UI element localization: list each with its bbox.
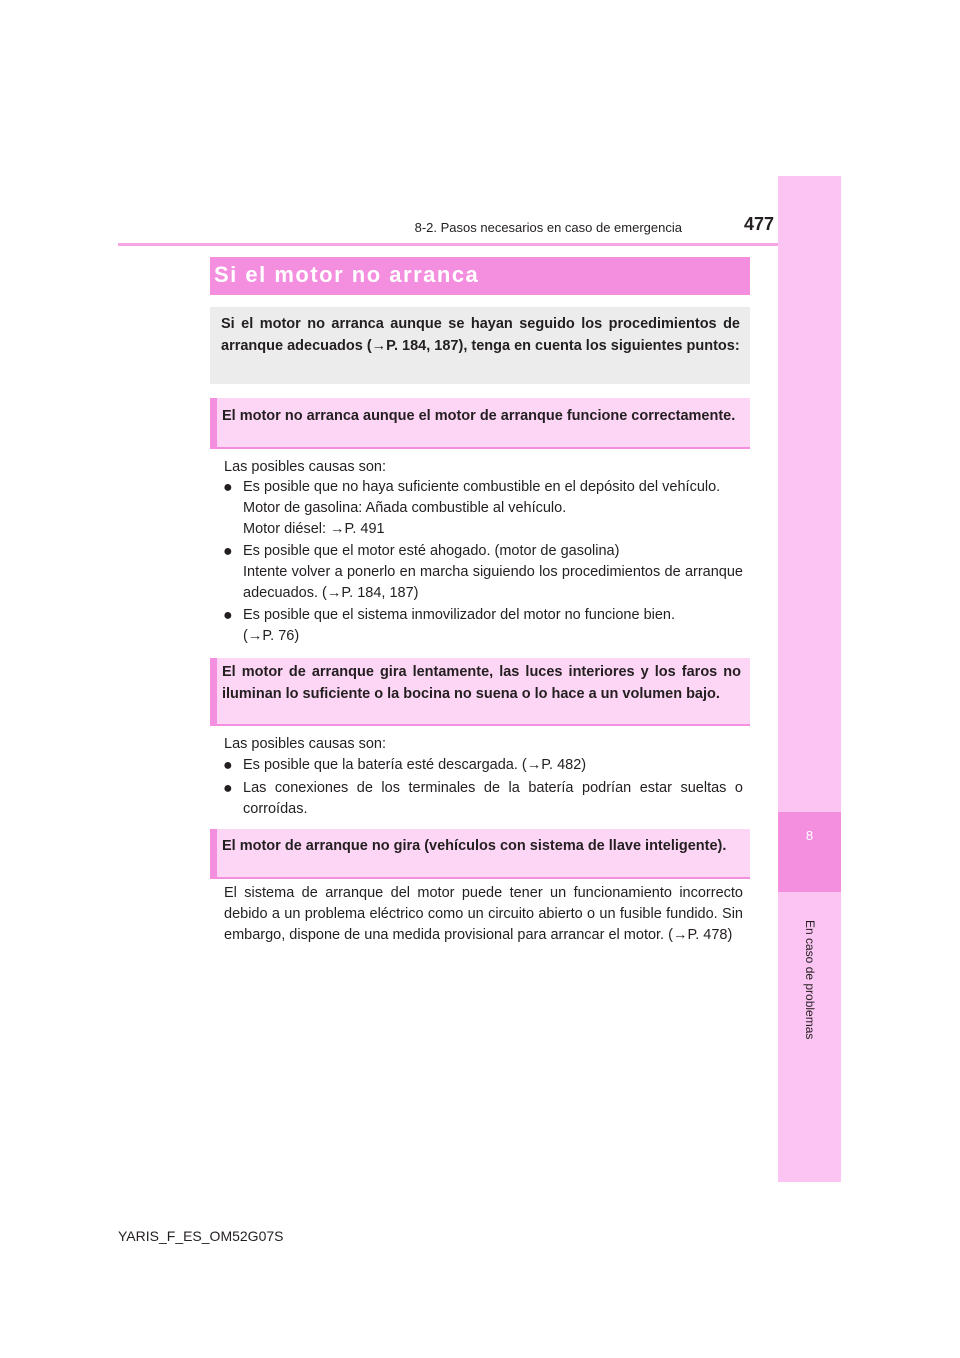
list-item-detail: Intente volver a ponerlo en marcha siguiendo los procedimientos de arranque adecuados. (→P. 184, 187) xyxy=(243,564,743,601)
subheading-rule xyxy=(210,447,750,449)
header-rule xyxy=(118,243,841,246)
running-header-section: 8-2. Pasos necesarios en caso de emergencia xyxy=(414,220,682,235)
subheading-2: El motor de arranque gira lentamente, las luces interiores y los faros no iluminan lo suficiente o la bocina no suena o lo hace a un volumen bajo. xyxy=(222,664,741,702)
subheading-1: El motor no arranca aunque el motor de arranque funcione correctamente. xyxy=(222,408,736,424)
document-code: YARIS_F_ES_OM52G07S xyxy=(118,1228,284,1244)
list-item: Es posible que el sistema inmovilizador del motor no funcione bien. xyxy=(243,607,676,623)
list-item: Las conexiones de los terminales de la batería podrían estar sueltas o corroídas. xyxy=(243,780,743,817)
chapter-tab-active xyxy=(778,812,841,892)
page-number: 477 xyxy=(743,214,774,234)
list-item-detail: Motor diésel: →P. 491 xyxy=(243,521,385,537)
subheading-rule xyxy=(210,724,750,726)
section-1-lead: Las posibles causas son: xyxy=(224,459,387,475)
list-item: Es posible que no haya suficiente combustible en el depósito del vehículo. xyxy=(243,479,721,495)
list-item-detail: (→P. 76) xyxy=(243,628,300,644)
bullet-glyph: ● xyxy=(223,479,233,496)
chapter-title: En caso de problemas xyxy=(803,920,817,1040)
bullet-glyph: ● xyxy=(223,607,233,624)
section-2-lead: Las posibles causas son: xyxy=(224,736,387,752)
subheading-3: El motor de arranque no gira (vehículos con sistema de llave inteligente). xyxy=(222,838,727,854)
intro-text: Si el motor no arranca aunque se hayan seguido los procedimientos de arranque adecuados (→P. 184, 187), tenga en cuenta los siguientes puntos: xyxy=(221,316,740,354)
section-3-paragraph: El sistema de arranque del motor puede tener un funcionamiento incorrecto debido a un problema eléctrico como un circuito abierto o un fusible fundido. Sin embargo, dispone de una medida provisional para arrancar el motor. (→P. 478) xyxy=(224,885,743,943)
bullet-glyph: ● xyxy=(223,757,233,774)
bullet-glyph: ● xyxy=(223,780,233,797)
page-title: Si el motor no arranca xyxy=(214,262,480,287)
bullet-glyph: ● xyxy=(223,543,233,560)
list-item-detail: Motor de gasolina: Añada combustible al vehículo. xyxy=(243,500,567,516)
list-item: Es posible que la batería esté descargada. (→P. 482) xyxy=(243,757,587,773)
subheading-rule xyxy=(210,877,750,879)
list-item: Es posible que el motor esté ahogado. (motor de gasolina) xyxy=(243,543,620,559)
chapter-number: 8 xyxy=(805,828,814,843)
